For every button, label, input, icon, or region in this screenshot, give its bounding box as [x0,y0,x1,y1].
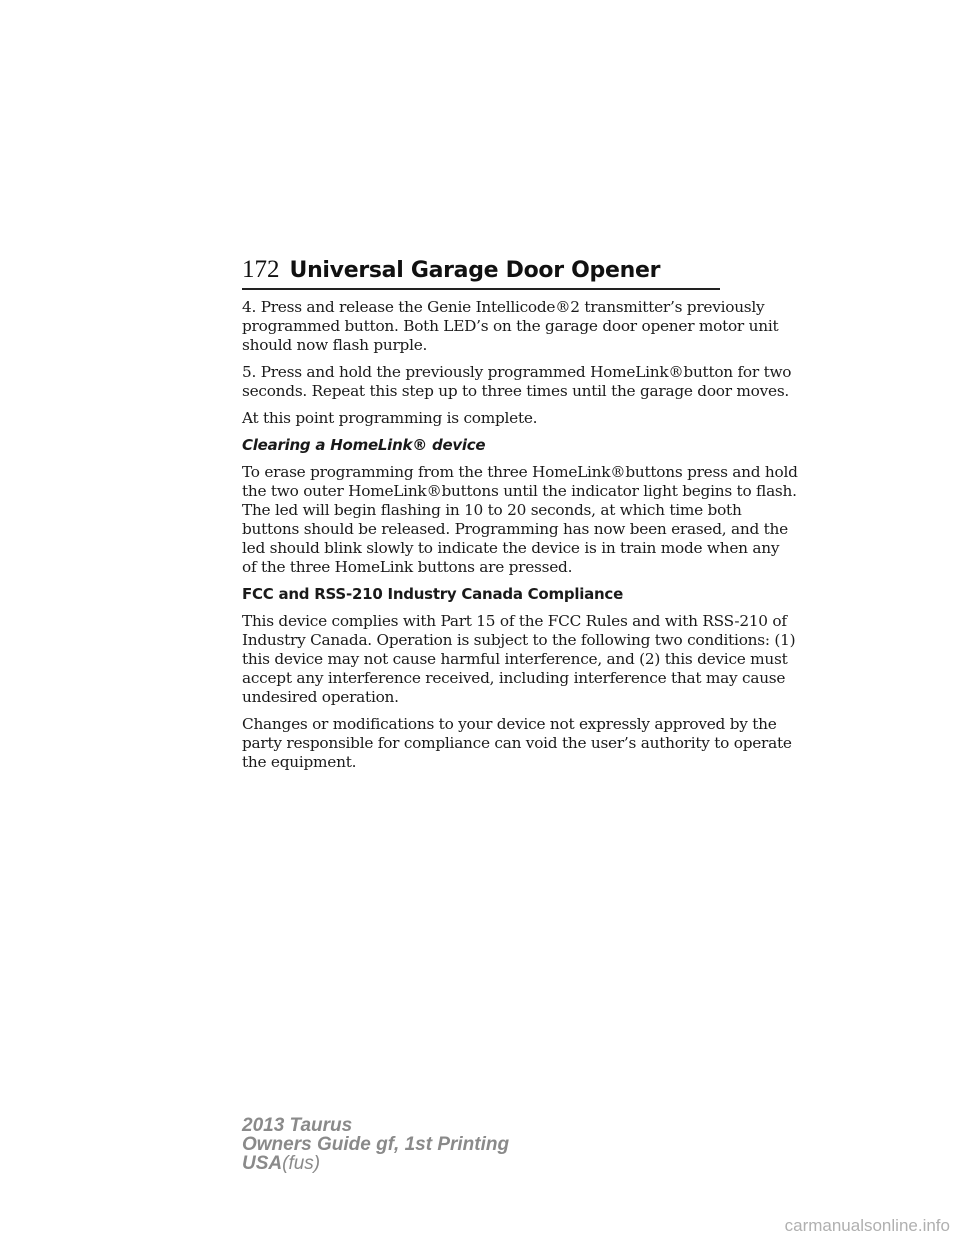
print-info-footer [242,1116,509,1173]
text-line: led should blink slowly to indicate the device is in train mode when any [242,539,780,557]
text-line: of the three HomeLink buttons are pressed. [242,558,573,576]
programming-complete-text: At this point programming is complete. [242,409,538,427]
step-4-paragraph [242,298,779,355]
page-content [242,298,798,780]
footer-region-code: (fus) [282,1153,321,1174]
page-header [242,256,720,284]
text-line: the two outer HomeLink®buttons until the indicator light begins to flash. [242,482,797,500]
text-line: party responsible for compliance can void the user’s authority to operate [242,734,792,752]
page-number: 172 [242,256,280,283]
header-divider [242,288,720,290]
footer-guide: Owners Guide gf, 1st Printing [242,1134,510,1155]
text-line: Changes or modifications to your device not expressly approved by the [242,715,777,733]
text-line: this device may not cause harmful interference, and (2) this device must [242,650,788,668]
text-line: seconds. Repeat this step up to three times until the garage door moves. [242,382,790,400]
text-line: To erase programming from the three HomeLink®buttons press and hold [242,463,798,481]
text-line: The led will begin flashing in 10 to 20 seconds, at which time both [242,501,742,519]
text-line: 4. Press and release the Genie Intellicode®2 transmitter’s previously [242,298,765,316]
clearing-homelink-heading: Clearing a HomeLink® device [242,436,486,454]
text-line: Industry Canada. Operation is subject to the following two conditions: (1) [242,631,796,649]
text-line: undesired operation. [242,688,399,706]
site-watermark: carmanualsonline.info [784,1216,950,1235]
fcc-compliance-heading: FCC and RSS-210 Industry Canada Compliance [242,585,624,603]
text-line: the equipment. [242,753,357,771]
clearing-paragraph [242,463,798,577]
footer-model: 2013 Taurus [242,1115,353,1136]
text-line: programmed button. Both LED’s on the garage door opener motor unit [242,317,779,335]
text-line: should now flash purple. [242,336,428,354]
text-line: accept any interference received, including interference that may cause [242,669,786,687]
footer-country: USA [242,1153,283,1174]
text-line: This device complies with Part 15 of the FCC Rules and with RSS-210 of [242,612,787,630]
page-title: Universal Garage Door Opener [289,258,661,283]
fcc-paragraph [242,612,796,707]
text-line: buttons should be released. Programming has now been erased, and the [242,520,788,538]
footer-region [242,1154,509,1173]
changes-paragraph [242,715,792,772]
step-5-paragraph [242,363,792,401]
text-line: 5. Press and hold the previously programmed HomeLink®button for two [242,363,792,381]
